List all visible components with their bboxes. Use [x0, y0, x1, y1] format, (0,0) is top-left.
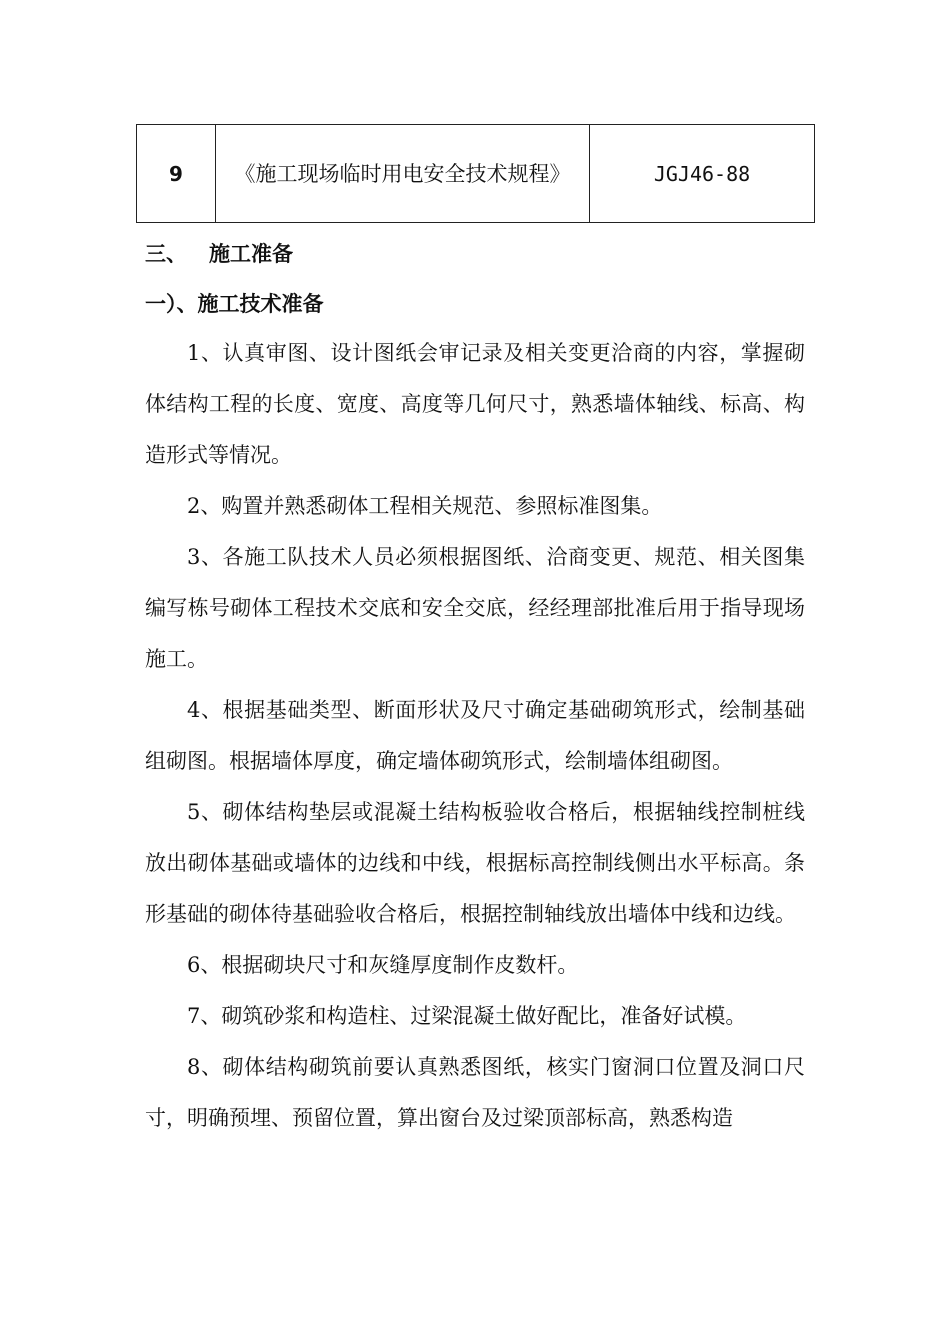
section-title: 施工准备 — [209, 242, 293, 266]
section-number: 三、 — [145, 242, 187, 266]
paragraph-7: 7、砌筑砂浆和构造柱、过梁混凝土做好配比，准备好试模。 — [187, 1004, 747, 1028]
paragraph-8: 8、砌体结构砌筑前要认真熟悉图纸，核实门窗洞口位置及洞口尺寸，明确预埋、预留位置，算出窗台及过梁顶部标高，熟悉构造 — [145, 1055, 805, 1130]
section-heading — [145, 238, 293, 268]
standard-number: 9 — [137, 125, 216, 223]
paragraph-6: 6、根据砌块尺寸和灰缝厚度制作皮数杆。 — [187, 953, 579, 977]
subsection-heading: 一）、施工技术准备 — [145, 292, 324, 316]
standards-table — [136, 124, 815, 223]
table-row — [137, 125, 815, 223]
standard-code: JGJ46-88 — [590, 125, 815, 223]
standard-name: 《施工现场临时用电安全技术规程》 — [216, 125, 590, 223]
paragraph-1: 1、认真审图、设计图纸会审记录及相关变更洽商的内容，掌握砌体结构工程的长度、宽度、高度等几何尺寸，熟悉墙体轴线、标高、构造形式等情况。 — [145, 341, 805, 467]
paragraph-3: 3、各施工队技术人员必须根据图纸、洽商变更、规范、相关图集编写栋号砌体工程技术交底和安全交底，经经理部批准后用于指导现场施工。 — [145, 545, 805, 671]
paragraph-2: 2、购置并熟悉砌体工程相关规范、参照标准图集。 — [187, 494, 663, 518]
paragraph-4: 4、根据基础类型、断面形状及尺寸确定基础砌筑形式，绘制基础组砌图。根据墙体厚度，确定墙体砌筑形式，绘制墙体组砌图。 — [145, 698, 805, 773]
body-text — [145, 328, 805, 1144]
paragraph-5: 5、砌体结构垫层或混凝土结构板验收合格后，根据轴线控制桩线放出砌体基础或墙体的边线和中线，根据标高控制线侧出水平标高。条形基础的砌体待基础验收合格后，根据控制轴线放出墙体中线和边线。 — [145, 800, 805, 926]
